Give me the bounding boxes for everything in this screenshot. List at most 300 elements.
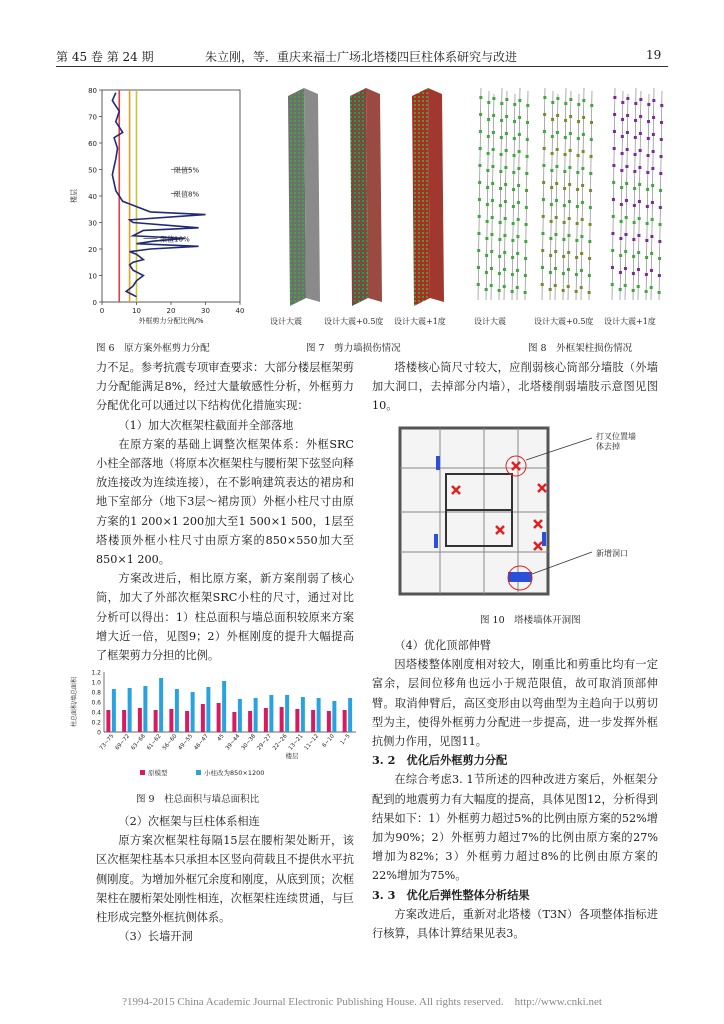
column-damage-mark	[524, 291, 527, 294]
column-damage-mark	[638, 217, 641, 220]
column-damage-mark	[632, 255, 635, 258]
column-damage-mark	[651, 201, 654, 204]
column-damage-mark	[525, 172, 528, 175]
column-damage-mark	[492, 114, 495, 117]
column-damage-mark	[479, 113, 482, 116]
column-damage-mark	[549, 254, 552, 257]
column-damage-mark	[659, 223, 662, 226]
column-damage-mark	[518, 99, 521, 102]
column-damage-mark	[512, 171, 515, 174]
column-damage-mark	[620, 186, 623, 189]
fig6-x-tick-label: 30	[201, 307, 210, 315]
column-damage-mark	[569, 98, 572, 101]
column-damage-mark	[659, 172, 662, 175]
fig9-x-tick-label: 29~27	[256, 733, 273, 752]
fig9-bar	[122, 710, 126, 732]
column-damage-mark	[563, 170, 566, 173]
fig9-bar	[280, 707, 284, 732]
column-damage-mark	[511, 256, 514, 259]
column-damage-mark	[611, 232, 614, 235]
fig9-y-tick-label: 0.2	[91, 719, 101, 727]
column-damage-mark	[650, 286, 653, 289]
column-damage-mark	[645, 239, 648, 242]
fig6-y-tick-label: 10	[88, 272, 97, 281]
fig9-bar	[311, 710, 315, 732]
column-damage-mark	[551, 152, 554, 155]
column-damage-mark	[619, 271, 622, 274]
tower-model-3	[412, 88, 444, 306]
column-damage-mark	[498, 272, 501, 275]
column-damage-mark	[647, 120, 650, 123]
column-damage-mark	[568, 166, 571, 169]
column-damage-mark	[486, 220, 489, 223]
fig9-x-tick-label: 56~60	[161, 733, 179, 752]
fig9-x-tick-label: 69~72	[114, 733, 132, 752]
column-damage-mark	[551, 101, 554, 104]
column-damage-mark	[563, 204, 566, 207]
column-damage-mark	[589, 206, 592, 209]
column-damage-mark	[499, 170, 502, 173]
column-damage-mark	[512, 188, 515, 191]
fig7-caption: 图 7 剪力墙损伤情况	[306, 343, 401, 354]
column-damage-mark	[588, 274, 591, 277]
column-damage-mark	[633, 170, 636, 173]
column-damage-mark	[549, 271, 552, 274]
fig10-note-removed: 打叉位置墙体去掉	[596, 432, 636, 451]
column-damage-mark	[525, 189, 528, 192]
column-damage-mark	[637, 251, 640, 254]
column-damage-mark	[485, 288, 488, 291]
fig9-x-tick-label: 22~26	[272, 733, 289, 752]
fig9-x-tick-label: 46~47	[193, 733, 210, 752]
column-damage-mark	[589, 172, 592, 175]
fig9-x-tick-label: 49~55	[177, 733, 195, 752]
fig6-x-tick-label: 10	[132, 307, 141, 315]
fig6-y-axis-label: 楼层	[70, 189, 78, 203]
fig7-label-3: 设计大震+1度	[394, 317, 446, 326]
column-damage-mark	[639, 149, 642, 152]
column-damage-mark	[477, 232, 480, 235]
fig6-x-tick-label: 40	[235, 307, 245, 315]
column-damage-mark	[524, 257, 527, 260]
column-damage-mark	[639, 98, 642, 101]
fig9-bar	[106, 710, 110, 732]
paragraph: 方案改进后，重新对北塔楼（T3N）各项整体指标进行核算，具体计算结果见表3。	[372, 907, 658, 941]
fig10-caption: 图 10 塔楼墙体开洞图	[480, 615, 581, 626]
column-damage-mark	[626, 97, 629, 100]
column-damage-mark	[486, 186, 489, 189]
fig9-y-axis-label: 柱总面积/墙总面积	[71, 676, 78, 728]
column-damage-mark	[543, 130, 546, 133]
column-damage-mark	[555, 199, 558, 202]
fig6-y-tick-label: 60	[88, 140, 97, 148]
column-damage-mark	[518, 116, 521, 119]
fig9-bar	[301, 697, 305, 732]
fig9-chart	[70, 666, 360, 784]
fig7-image	[270, 84, 470, 314]
column-damage-mark	[503, 285, 506, 288]
column-damage-mark	[543, 113, 546, 116]
fig8-caption: 图 8 外框架柱损伤情况	[528, 343, 633, 354]
column-damage-mark	[589, 223, 592, 226]
column-damage-mark	[550, 186, 553, 189]
column-damage-mark	[563, 187, 566, 190]
column-damage-mark	[588, 291, 591, 294]
column-damage-mark	[646, 222, 649, 225]
column-damage-mark	[491, 182, 494, 185]
column-line	[512, 94, 515, 300]
column-damage-mark	[500, 119, 503, 122]
column-damage-mark	[513, 154, 516, 157]
column-damage-mark	[646, 188, 649, 191]
column-damage-mark	[499, 204, 502, 207]
column-damage-mark	[526, 104, 529, 107]
column-damage-mark	[500, 153, 503, 156]
column-damage-mark	[498, 255, 501, 258]
column-damage-mark	[554, 250, 557, 253]
column-line	[576, 94, 579, 300]
column-damage-mark	[543, 96, 546, 99]
paragraph: 力不足。参考抗震专项审查要求：大部分楼层框架剪力分配能满足8%，经过大量敏感性分析，外框剪力分配优化可以通过以下结构优化措施实现：	[96, 361, 354, 413]
fig6-annotation: 限值5%	[174, 166, 200, 175]
subheading-1: （1）加大次框架柱截面并全部落地	[118, 418, 294, 432]
column-damage-mark	[590, 155, 593, 158]
fig9-bar	[191, 692, 195, 732]
journal-issue: 第 45 卷 第 24 期	[56, 50, 154, 64]
column-damage-mark	[637, 234, 640, 237]
section-3-2-heading: 3. 2 优化后外框剪力分配	[372, 753, 508, 768]
tower-model-1	[288, 88, 320, 306]
column-damage-mark	[492, 148, 495, 151]
fig10-note-new-opening: 新增洞口	[596, 549, 628, 558]
column-damage-mark	[504, 183, 507, 186]
column-damage-mark	[568, 200, 571, 203]
fig9-x-tick-label: 63~68	[130, 733, 147, 752]
fig6-y-tick-label: 0	[92, 299, 97, 307]
column-damage-mark	[646, 171, 649, 174]
fig9-x-tick-label: 39~44	[224, 733, 242, 752]
column-damage-mark	[477, 249, 480, 252]
column-damage-mark	[589, 189, 592, 192]
section-3-3-heading: 3. 3 优化后弹性整体分析结果	[372, 887, 530, 902]
column-damage-mark	[517, 201, 520, 204]
column-damage-mark	[490, 233, 493, 236]
column-damage-mark	[487, 152, 490, 155]
column-damage-mark	[518, 133, 521, 136]
column-damage-mark	[487, 101, 490, 104]
column-damage-mark	[634, 136, 637, 139]
column-damage-mark	[490, 267, 493, 270]
column-damage-mark	[581, 167, 584, 170]
column-damage-mark	[542, 198, 545, 201]
fig6-y-tick-label: 70	[88, 113, 97, 122]
column-damage-mark	[647, 154, 650, 157]
column-damage-mark	[634, 102, 637, 105]
column-damage-mark	[612, 215, 615, 218]
column-damage-mark	[613, 147, 616, 150]
column-damage-mark	[524, 274, 527, 277]
column-damage-mark	[541, 283, 544, 286]
column-damage-mark	[504, 200, 507, 203]
column-damage-mark	[517, 167, 520, 170]
column-damage-mark	[504, 166, 507, 169]
fig6-y-tick-label: 40	[88, 193, 97, 201]
column-damage-mark	[650, 252, 653, 255]
column-damage-mark	[619, 254, 622, 257]
right-column-top	[372, 358, 658, 416]
column-damage-mark	[651, 218, 654, 221]
column-damage-mark	[551, 135, 554, 138]
column-damage-mark	[542, 164, 545, 167]
column-damage-mark	[576, 171, 579, 174]
column-damage-mark	[652, 99, 655, 102]
fig9-legend-swatch	[140, 770, 145, 775]
column-damage-mark	[479, 130, 482, 133]
fig8-image	[470, 84, 670, 314]
column-damage-mark	[564, 136, 567, 139]
fig9-bar	[169, 709, 173, 732]
fig9-bar	[248, 711, 252, 732]
column-damage-mark	[620, 203, 623, 206]
subheading-4: （4）优化顶部伸臂	[394, 639, 492, 652]
column-damage-mark	[660, 121, 663, 124]
column-damage-mark	[478, 198, 481, 201]
column-damage-mark	[505, 115, 508, 118]
column-damage-mark	[516, 235, 519, 238]
column-damage-mark	[577, 154, 580, 157]
fig9-bar	[185, 711, 189, 732]
column-damage-mark	[580, 269, 583, 272]
column-damage-mark	[479, 96, 482, 99]
column-damage-mark	[512, 222, 515, 225]
column-damage-mark	[613, 113, 616, 116]
fig9-bar	[348, 698, 352, 732]
fig9-x-tick-label: 61~62	[146, 733, 163, 752]
column-damage-mark	[567, 268, 570, 271]
column-damage-mark	[624, 250, 627, 253]
column-damage-mark	[551, 118, 554, 121]
column-damage-mark	[576, 222, 579, 225]
subheading-2: （2）次框架与巨柱体系相连	[118, 815, 260, 828]
fig9-y-tick-label: 0.6	[91, 699, 101, 707]
fig6-chart	[56, 80, 256, 330]
column-damage-mark	[621, 101, 624, 104]
column-damage-mark	[567, 285, 570, 288]
column-damage-mark	[490, 284, 493, 287]
column-damage-mark	[564, 153, 567, 156]
column-damage-mark	[505, 149, 508, 152]
fig9-x-tick-label: 11~12	[303, 733, 321, 752]
column-damage-mark	[498, 289, 501, 292]
column-damage-mark	[646, 205, 649, 208]
column-damage-mark	[639, 115, 642, 118]
column-damage-mark	[478, 181, 481, 184]
column-damage-mark	[486, 203, 489, 206]
column-damage-mark	[492, 97, 495, 100]
column-damage-mark	[625, 182, 628, 185]
column-line	[620, 91, 623, 300]
copyright-footer: ?1994-2015 China Academic Journal Electronic Publishing House. All rights reserved. http://www.cnki.net	[122, 996, 602, 1008]
fig6-frame	[102, 90, 240, 302]
column-damage-mark	[660, 104, 663, 107]
column-damage-mark	[632, 289, 635, 292]
column-damage-mark	[658, 240, 661, 243]
column-damage-mark	[575, 256, 578, 259]
column-damage-mark	[581, 184, 584, 187]
fig9-x-tick-label: 13~21	[287, 733, 305, 752]
column-damage-mark	[582, 99, 585, 102]
column-damage-mark	[581, 201, 584, 204]
fig9-bar	[232, 712, 236, 732]
column-damage-mark	[580, 252, 583, 255]
paragraph: 在综合考虑3. 1节所述的四种改进方案后，外框架分配到的地震剪力有大幅度的提高，具体见图12，分析得到结果如下：1）外框剪力超过5%的比例由原方案的52%增加为90%；2）外框剪力超过7%的比例由原方案的27%增加为82%；3）外框剪力超过8%的比例由原方案的22%增加为75%。	[372, 773, 658, 883]
column-damage-mark	[625, 216, 628, 219]
fig9-legend-label: 小柱改为850×1200	[204, 769, 265, 777]
column-damage-mark	[621, 152, 624, 155]
column-damage-mark	[526, 121, 529, 124]
fig9-x-tick-label: 30~38	[240, 733, 258, 752]
column-damage-mark	[513, 103, 516, 106]
column-damage-mark	[562, 238, 565, 241]
fig8-label-1: 设计大震	[474, 317, 506, 326]
column-damage-mark	[621, 118, 624, 121]
column-damage-mark	[563, 221, 566, 224]
fig7-label-1: 设计大震	[270, 317, 302, 326]
column-damage-mark	[637, 285, 640, 288]
column-damage-mark	[503, 234, 506, 237]
column-damage-mark	[525, 206, 528, 209]
column-damage-mark	[555, 165, 558, 168]
column-damage-mark	[569, 149, 572, 152]
column-damage-mark	[556, 114, 559, 117]
fig9-bar	[206, 687, 210, 732]
fig9-plot	[70, 670, 356, 778]
paragraph: 方案改进后，相比原方案，新方案削弱了核心筒，加大了外部次框架SRC小柱的尺寸，通过对比分析可以得出：1）柱总面积与墙总面积较原来方案增大近一倍，见图9；2）外框刚度的提升大幅提高了框架剪力分担的比例。	[96, 572, 354, 663]
fig9-x-tick-label: 1~5	[339, 733, 352, 747]
column-damage-mark	[650, 269, 653, 272]
column-damage-mark	[645, 273, 648, 276]
column-damage-mark	[638, 200, 641, 203]
column-damage-mark	[567, 251, 570, 254]
fig9-legend-swatch	[196, 770, 201, 775]
column-damage-mark	[478, 164, 481, 167]
column-damage-mark	[525, 223, 528, 226]
column-damage-mark	[498, 238, 501, 241]
fig9-bar	[317, 698, 321, 732]
column-damage-mark	[638, 183, 641, 186]
fig9-bar	[343, 710, 347, 732]
column-damage-mark	[490, 250, 493, 253]
column-damage-mark	[564, 119, 567, 122]
column-damage-mark	[645, 290, 648, 293]
column-damage-mark	[580, 286, 583, 289]
column-damage-mark	[479, 147, 482, 150]
column-damage-mark	[612, 198, 615, 201]
column-damage-mark	[624, 267, 627, 270]
paragraph: 在原方案的基础上调整次框架体系：外框SRC小柱全部落地（将原本次框架柱与腰桁架下弦竖向释放连接改为连续连接），在不影响建筑表达的裙房和地下室部分（地下3层～裙房顶）外框小柱尺寸由原方案的1 200×1 200加大至1 500×1 500，1层至塔楼顶外框小柱尺寸由原方案的850×550加大至850×1 200。	[96, 437, 354, 567]
column-damage-mark	[652, 133, 655, 136]
column-damage-mark	[499, 221, 502, 224]
fig9-bar	[128, 688, 132, 732]
column-damage-mark	[511, 239, 514, 242]
column-damage-mark	[645, 256, 648, 259]
column-damage-mark	[624, 284, 627, 287]
column-damage-mark	[478, 215, 481, 218]
column-damage-mark	[611, 249, 614, 252]
page-number: 19	[646, 48, 662, 62]
fig9-bar	[159, 678, 163, 732]
column-damage-mark	[658, 291, 661, 294]
fig8-label-2: 设计大震+0.5度	[534, 317, 594, 326]
column-line	[550, 91, 553, 300]
column-damage-mark	[549, 288, 552, 291]
fig9-y-tick-label: 0.4	[91, 709, 101, 717]
column-damage-mark	[543, 147, 546, 150]
header-rule	[56, 66, 668, 67]
column-damage-mark	[626, 131, 629, 134]
column-damage-mark	[477, 283, 480, 286]
column-damage-mark	[567, 234, 570, 237]
fig8-label-3: 设计大震+1度	[604, 317, 656, 326]
column-damage-mark	[513, 120, 516, 123]
column-damage-mark	[660, 155, 663, 158]
column-damage-mark	[651, 167, 654, 170]
paragraph: 塔楼核心筒尺寸较大，应削弱核心筒部分墙肢（外墙加大洞口，去掉部分内墙），北塔楼削弱墙肢示意图见图10。	[372, 361, 658, 413]
column-damage-mark	[555, 216, 558, 219]
fig9-bar	[327, 711, 331, 732]
column-damage-mark	[554, 233, 557, 236]
column-damage-mark	[499, 187, 502, 190]
column-damage-mark	[492, 131, 495, 134]
column-damage-mark	[542, 215, 545, 218]
column-damage-mark	[554, 267, 557, 270]
column-damage-mark	[582, 116, 585, 119]
column-damage-mark	[632, 272, 635, 275]
left-column-bottom	[96, 812, 354, 946]
column-damage-mark	[556, 148, 559, 151]
column-damage-mark	[637, 268, 640, 271]
column-damage-mark	[554, 284, 557, 287]
column-damage-mark	[620, 169, 623, 172]
column-damage-mark	[619, 237, 622, 240]
column-damage-mark	[485, 271, 488, 274]
column-damage-mark	[511, 273, 514, 276]
column-damage-mark	[500, 102, 503, 105]
fig9-y-tick-label: 0	[97, 729, 101, 737]
fig9-x-tick-label: 6~10	[321, 733, 336, 749]
column-damage-mark	[632, 238, 635, 241]
column-damage-mark	[625, 165, 628, 168]
fig6-annotation: 限值10%	[160, 235, 190, 244]
column-damage-mark	[500, 136, 503, 139]
fig9-bar	[264, 708, 268, 732]
fig9-bar	[269, 695, 273, 732]
fig9-bar	[222, 681, 226, 732]
column-damage-mark	[569, 132, 572, 135]
column-damage-mark	[611, 266, 614, 269]
fig9-legend-label: 原模型	[148, 769, 168, 777]
column-damage-mark	[524, 240, 527, 243]
column-damage-mark	[577, 103, 580, 106]
column-damage-mark	[526, 138, 529, 141]
column-damage-mark	[625, 199, 628, 202]
column-damage-mark	[633, 221, 636, 224]
column-damage-mark	[491, 216, 494, 219]
column-damage-mark	[658, 274, 661, 277]
column-damage-mark	[562, 289, 565, 292]
column-damage-mark	[651, 184, 654, 187]
fig6-plot	[69, 87, 244, 325]
